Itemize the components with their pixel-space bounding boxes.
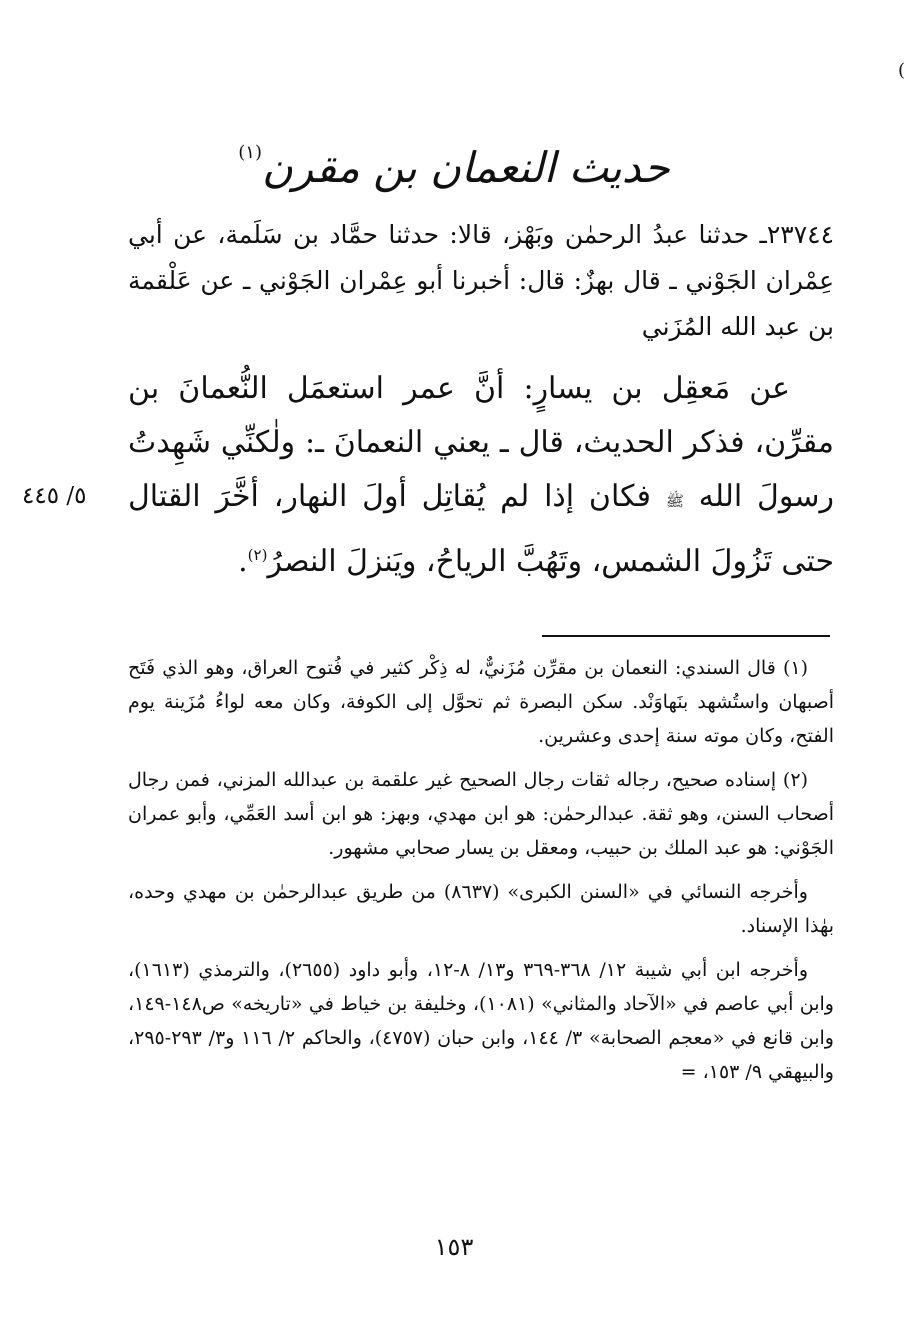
- matn-footnote-ref: (٢): [247, 546, 268, 564]
- salawat-glyph: ﷺ: [665, 492, 684, 510]
- footnotes: [128, 651, 834, 1099]
- matn-end: .: [238, 544, 248, 579]
- footnote-item: [128, 875, 834, 943]
- footnote-text: وأخرجه النسائي في «السنن الكبرى» (٨٦٣٧) من طريق عبدالرحمٰن بن مهدي وحده، بهٰذا الإسناد.: [128, 881, 834, 937]
- footnote-item: [128, 763, 834, 865]
- chapter-footnote-ref: (١): [238, 142, 262, 163]
- matn-part-2: فكان إذا لم يُقاتِل أولَ النهار، أخَّرَ القتال حتى تَزُولَ الشمس، وتَهُبَّ الرياحُ، ويَنزلَ النصرُ: [128, 479, 834, 579]
- page-number: ١٥٣: [434, 1233, 474, 1261]
- hadith-matn: [128, 362, 834, 589]
- chapter-title: [200, 118, 708, 192]
- footnote-text: (١) قال السندي: النعمان بن مقرِّن مُزَنيٌّ، له ذِكْر كثير في فُتوح العراق، وهو الذي فَتَح أصبهان واستُشهد بنَهاوَنْد. سكن البصرة ثم تحوَّل إلى الكوفة، وكان معه لواءُ مُزَينة يوم الفتح، وكان موته سنة إحدى وعشرين.: [128, 657, 834, 747]
- hadith-isnad: ٢٣٧٤٤ـ حدثنا عبدُ الرحمٰن وبَهْز، قالا: حدثنا حمَّاد بن سَلَمة، عن أبي عِمْران الجَوْني ـ قال بهزٌ: قال: أخبرنا أبو عِمْران الجَوْني ـ عن عَلْقمة بن عبد الله المُزَني: [128, 220, 834, 341]
- footnote-item: [128, 651, 834, 753]
- footnote-text: (٢) إسناده صحيح، رجاله ثقات رجال الصحيح غير علقمة بن عبدالله المزني، فمن رجال أصحاب السنن، وهو ثقة. عبدالرحمٰن: هو ابن مهدي، وبهز: هو ابن أسد العَمِّي، وأبو عمران الجَوْني: هو عبد الملك بن حبيب، ومعقل بن يسار صحابي مشهور.: [128, 769, 834, 859]
- matn-part-1: عن مَعقِل بن يسارٍ: أنَّ عمر استعمَل النُّعمانَ بن مقرِّن، فذكر الحديث، قال ـ يعني النعمانَ ـ: ولٰكنِّي شَهِدتُ رسولَ الله: [128, 371, 834, 514]
- margin-mark: (: [898, 60, 906, 81]
- footnote-separator: [542, 635, 830, 637]
- footnote-text: وأخرجه ابن أبي شيبة ١٢/ ٣٦٨-٣٦٩ و١٣/ ٨-١٢، وأبو داود (٢٦٥٥)، والترمذي (١٦١٣)، وابن أبي عاصم في «الآحاد والمثاني» (١٠٨١)، وخليفة بن خياط في «تاريخه» ص١٤٨-١٤٩، وابن قانع في «معجم الصحابة» ٣/ ١٤٤، وابن حبان (٤٧٥٧)، والحاكم ٢/ ١١٦ و٣/ ٢٩٣-٢٩٥، والبيهقي ٩/ ١٥٣، =: [128, 959, 834, 1083]
- chapter-title-text: حديث النعمان بن مقرن: [261, 143, 670, 192]
- footnote-item: [128, 953, 834, 1089]
- margin-reference: ٥/ ٤٤٥: [22, 483, 87, 509]
